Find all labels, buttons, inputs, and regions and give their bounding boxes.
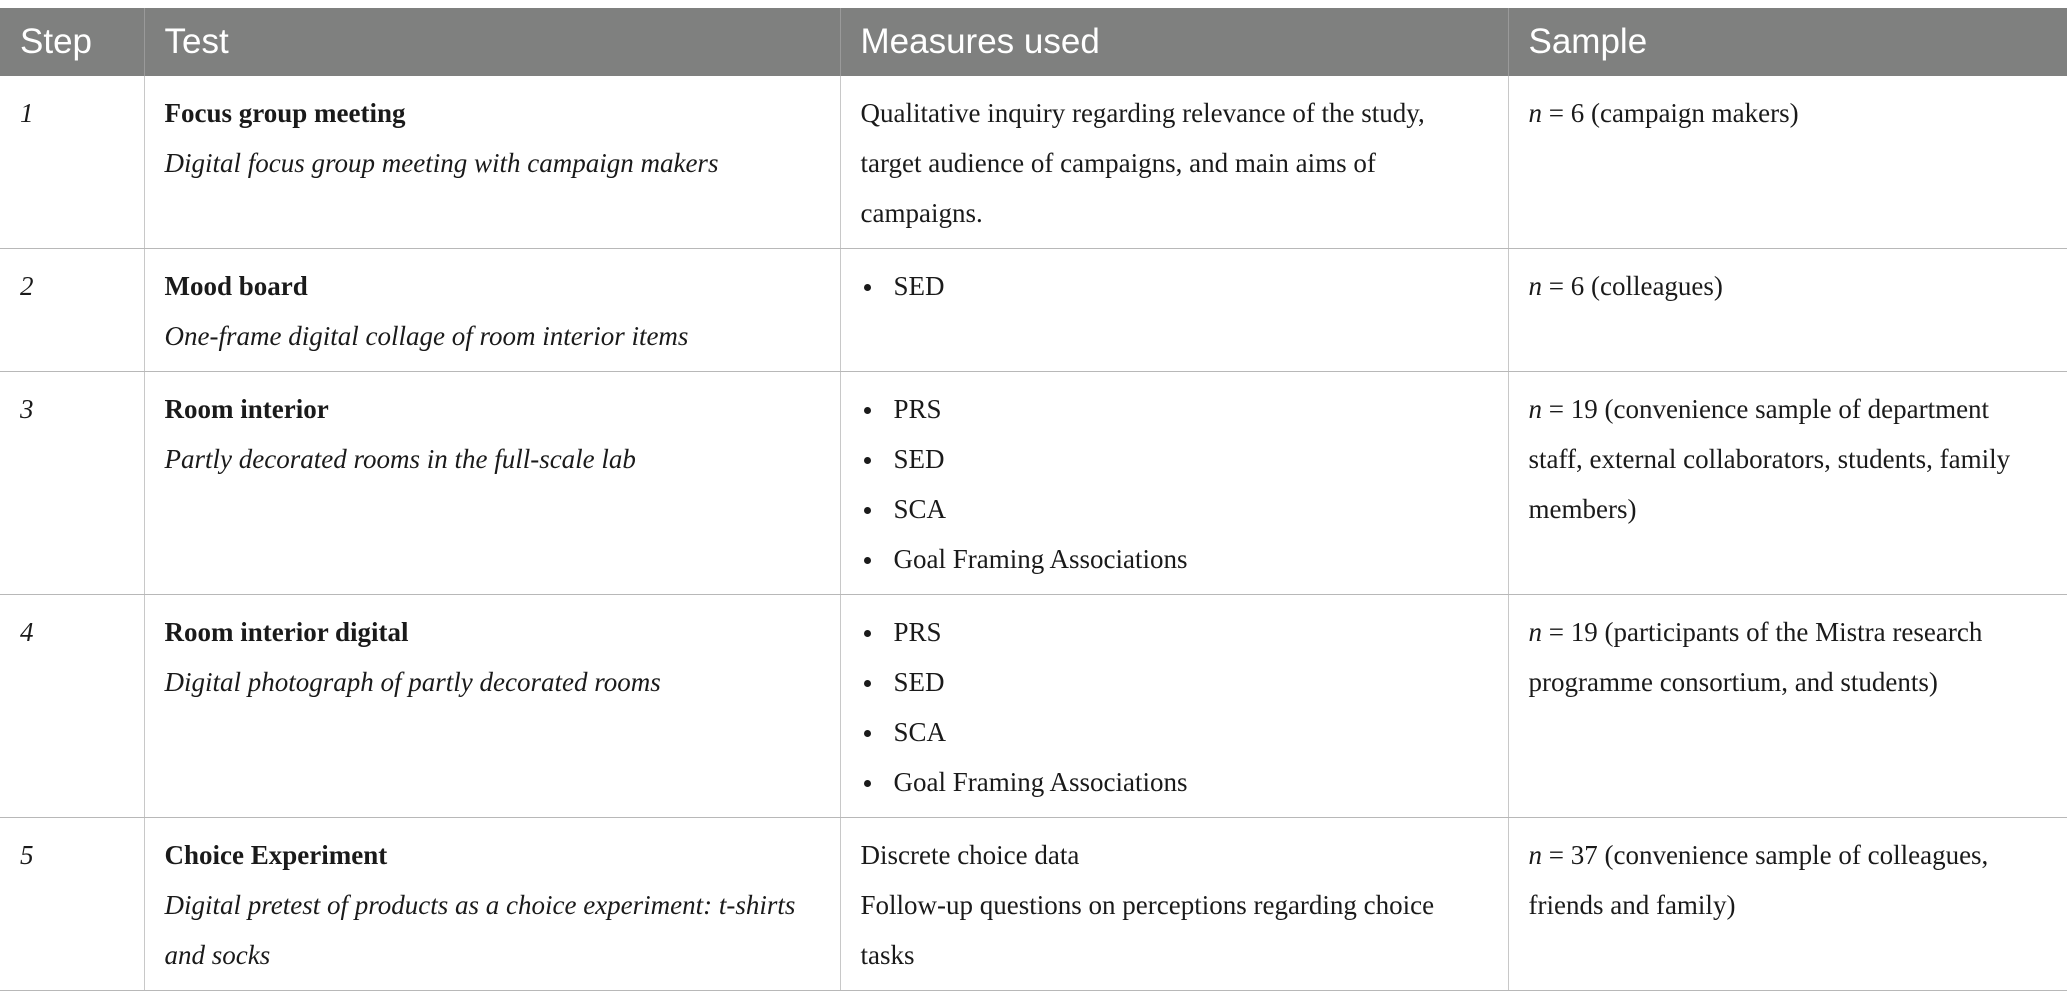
sample-n-symbol: n [1528, 840, 1542, 870]
measures-list-item: SCA [861, 484, 1488, 534]
step-cell [0, 372, 144, 595]
measures-list-item: SED [861, 657, 1488, 707]
measures-text: Discrete choice data [860, 840, 1080, 870]
table-row [0, 595, 2067, 818]
test-name: Room interior [164, 394, 329, 424]
measures-cell [840, 76, 1508, 249]
test-cell [144, 372, 840, 595]
test-name: Choice Experiment [164, 840, 388, 870]
measures-cell [840, 372, 1508, 595]
measures-list-item: PRS [861, 607, 1488, 657]
test-cell [144, 818, 840, 991]
measures-list-item: Goal Framing Associations [861, 534, 1488, 584]
table-header [0, 8, 2067, 76]
measures-list-item: SCA [861, 707, 1488, 757]
test-cell [144, 595, 840, 818]
test-cell [144, 76, 840, 249]
test-description: One-frame digital collage of room interior items [164, 321, 689, 351]
test-description: Digital pretest of products as a choice experiment: t-shirts and socks [164, 890, 796, 970]
header-sample: Sample [1508, 8, 2067, 76]
step-number: 4 [20, 617, 34, 647]
sample-n-symbol: n [1528, 617, 1542, 647]
header-row [0, 8, 2067, 76]
measures-list-item: SED [861, 261, 1488, 311]
measures-text: Qualitative inquiry regarding relevance of the study, target audience of campaigns, and main aims of campaigns. [860, 98, 1425, 228]
test-description: Digital focus group meeting with campaign makers [164, 148, 719, 178]
table-row [0, 76, 2067, 249]
step-cell [0, 249, 144, 372]
test-name: Room interior digital [164, 617, 409, 647]
sample-cell [1508, 595, 2067, 818]
measures-list [861, 384, 1488, 584]
test-description: Partly decorated rooms in the full-scale lab [164, 444, 636, 474]
measures-cell [840, 249, 1508, 372]
step-cell [0, 595, 144, 818]
step-number: 5 [20, 840, 34, 870]
measures-list-item: PRS [861, 384, 1488, 434]
sample-description: = 37 (convenience sample of colleagues, friends and family) [1528, 840, 1989, 920]
study-steps-table [0, 8, 2067, 991]
sample-n-symbol: n [1528, 271, 1542, 301]
sample-description: = 19 (convenience sample of department staff, external collaborators, students, family members) [1528, 394, 2011, 524]
sample-cell [1508, 249, 2067, 372]
measures-list [861, 261, 1488, 311]
sample-cell [1508, 76, 2067, 249]
sample-cell [1508, 372, 2067, 595]
measures-text: Follow-up questions on perceptions regarding choice tasks [860, 890, 1435, 970]
table-row [0, 372, 2067, 595]
header-test: Test [144, 8, 840, 76]
sample-cell [1508, 818, 2067, 991]
sample-n-symbol: n [1528, 394, 1542, 424]
step-number: 1 [20, 98, 34, 128]
test-name: Mood board [164, 271, 308, 301]
step-cell [0, 818, 144, 991]
table-row [0, 818, 2067, 991]
test-description: Digital photograph of partly decorated rooms [164, 667, 661, 697]
measures-list [861, 607, 1488, 807]
sample-n-symbol: n [1528, 98, 1542, 128]
sample-description: = 6 (colleagues) [1542, 271, 1723, 301]
table-body [0, 76, 2067, 991]
measures-cell [840, 595, 1508, 818]
sample-description: = 19 (participants of the Mistra research programme consortium, and students) [1528, 617, 1983, 697]
header-step: Step [20, 22, 92, 61]
sample-description: = 6 (campaign makers) [1542, 98, 1799, 128]
step-cell [0, 76, 144, 249]
header-measures: Measures used [840, 8, 1508, 76]
test-name: Focus group meeting [164, 98, 406, 128]
table-row [0, 249, 2067, 372]
step-number: 3 [20, 394, 34, 424]
test-cell [144, 249, 840, 372]
step-number: 2 [20, 271, 34, 301]
measures-list-item: Goal Framing Associations [861, 757, 1488, 807]
measures-list-item: SED [861, 434, 1488, 484]
measures-cell [840, 818, 1508, 991]
